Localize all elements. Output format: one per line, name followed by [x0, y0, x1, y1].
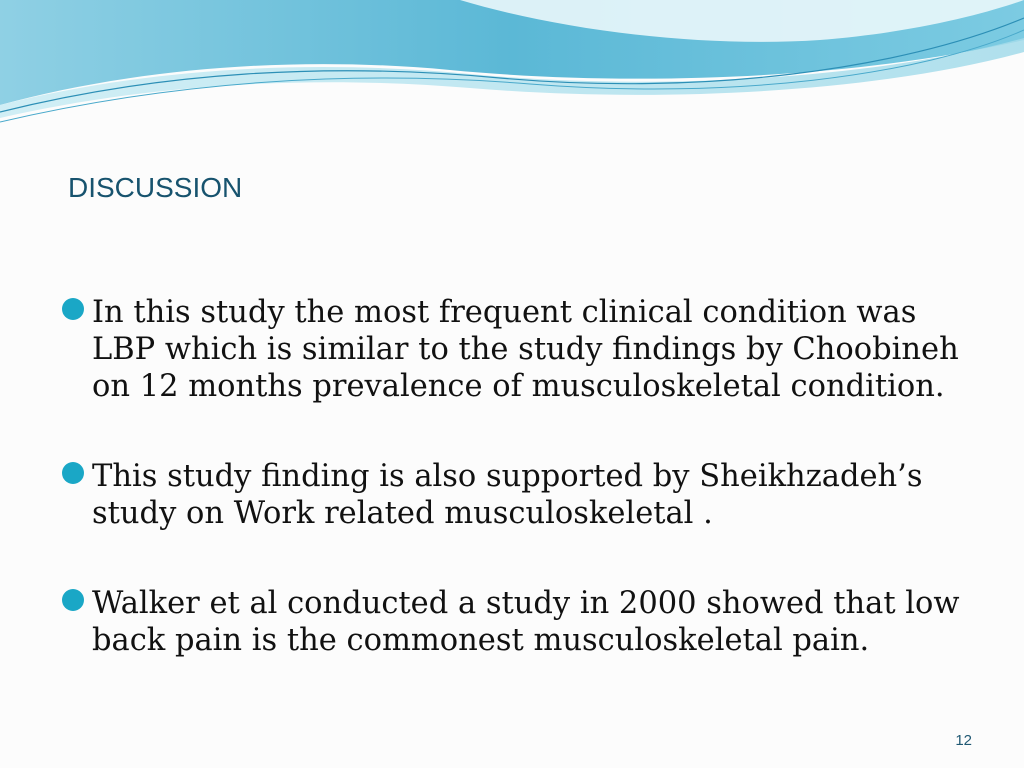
bullet-list — [62, 294, 982, 712]
bullet-dot-icon — [62, 589, 84, 611]
bullet-text: Walker et al conducted a study in 2000 showed that low back pain is the commonest musculoskeletal pain. — [92, 586, 960, 658]
page-number: 12 — [955, 732, 972, 749]
bullet-dot-icon — [62, 462, 84, 484]
bullet-item — [62, 294, 982, 405]
bullet-text: This study finding is also supported by Sheikhzadeh’s study on Work related musculoskeletal . — [92, 459, 923, 531]
slide-title: DISCUSSION — [68, 172, 243, 203]
bullet-dot-icon — [62, 298, 84, 320]
wave-header-decoration — [0, 0, 1024, 130]
bullet-item — [62, 458, 982, 532]
bullet-text: In this study the most frequent clinical condition was LBP which is similar to the study findings by Choobineh on 12 months prevalence of musculoskeletal condition. — [92, 295, 959, 404]
bullet-item — [62, 585, 982, 659]
